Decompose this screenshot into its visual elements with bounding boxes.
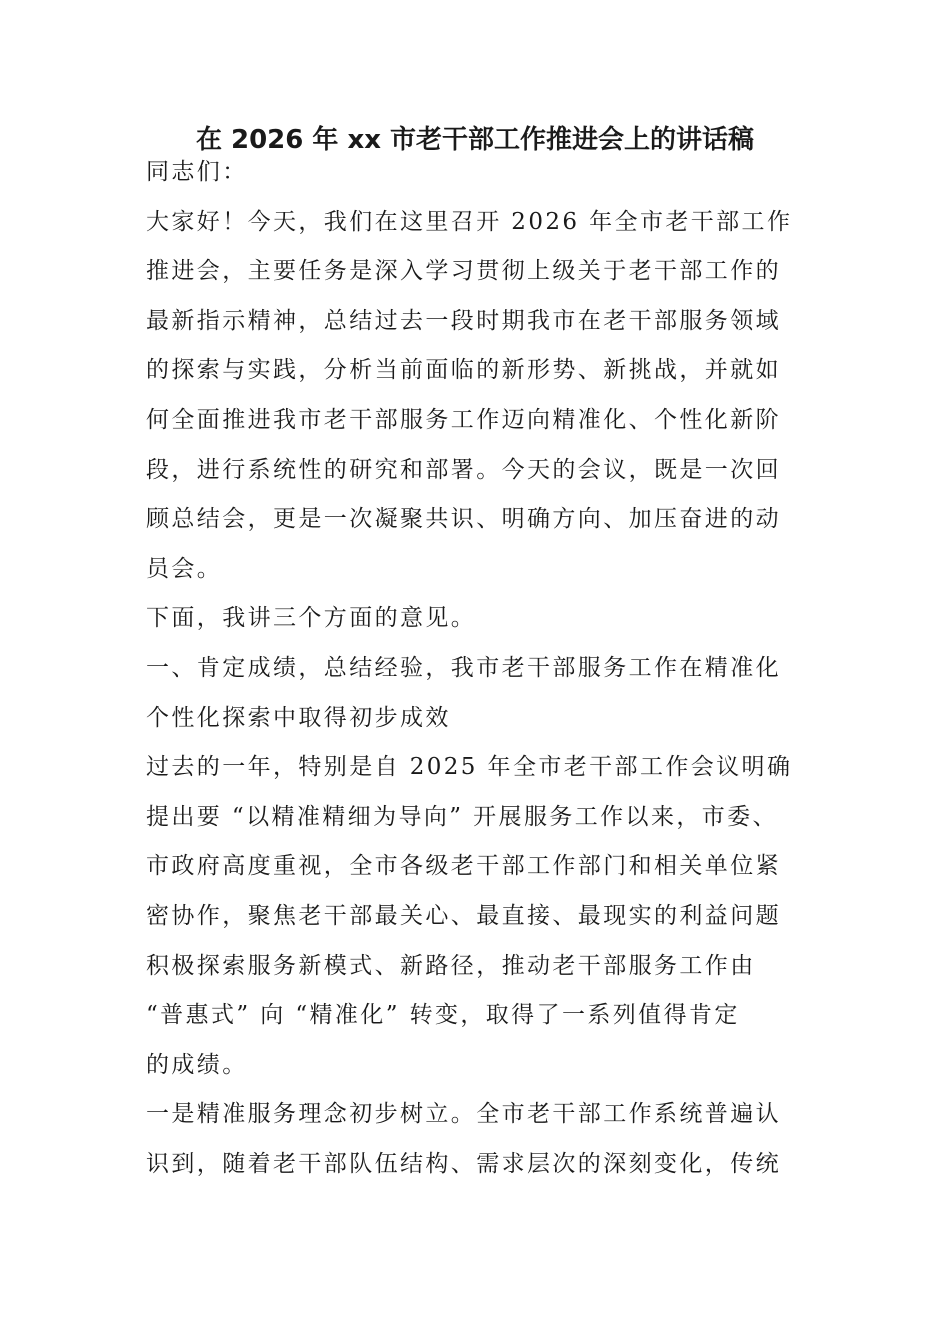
- text-line: “普惠式” 向 “精准化” 转变，取得了一系列值得肯定: [146, 1002, 740, 1029]
- text-line: 大家好！今天，我们在这里召开 2026 年全市老干部工作: [146, 208, 793, 235]
- text-line: 何全面推进我市老干部服务工作迈向精准化、个性化新阶: [146, 406, 781, 433]
- text-line: 下面，我讲三个方面的意见。: [146, 605, 477, 632]
- text-line: 一是精准服务理念初步树立。全市老干部工作系统普遍认: [146, 1101, 781, 1128]
- text-line: 一、肯定成绩，总结经验，我市老干部服务工作在精准化: [146, 654, 781, 681]
- text-line: 的成绩。: [146, 1051, 248, 1078]
- text-line: 积极探索服务新模式、新路径，推动老干部服务工作由: [146, 952, 756, 979]
- text-line: 个性化探索中取得初步成效: [146, 704, 451, 731]
- text-line: 同志们：: [146, 159, 248, 185]
- text-line: 密协作，聚焦老干部最关心、最直接、最现实的利益问题: [146, 902, 781, 929]
- text-line: 推进会，主要任务是深入学习贯彻上级关于老干部工作的: [146, 258, 781, 285]
- text-line: 市政府高度重视，全市各级老干部工作部门和相关单位紧: [146, 853, 781, 880]
- text-line: 识到，随着老干部队伍结构、需求层次的深刻变化，传统: [146, 1150, 781, 1177]
- text-line: 段，进行系统性的研究和部署。今天的会议，既是一次回: [146, 456, 781, 483]
- document-body: [146, 148, 812, 1189]
- text-line: 顾总结会，更是一次凝聚共识、明确方向、加压奋进的动: [146, 506, 781, 533]
- document-title: 在 2026 年 xx 市老干部工作推进会上的讲话稿: [195, 125, 755, 155]
- text-line: 过去的一年，特别是自 2025 年全市老干部工作会议明确: [146, 754, 793, 781]
- text-line: 员会。: [146, 555, 223, 582]
- text-line: 最新指示精神，总结过去一段时期我市在老干部服务领域: [146, 307, 781, 334]
- text-line: 提出要 “以精准精细为导向” 开展服务工作以来，市委、: [146, 803, 778, 830]
- text-line: 的探索与实践，分析当前面临的新形势、新挑战，并就如: [146, 357, 781, 384]
